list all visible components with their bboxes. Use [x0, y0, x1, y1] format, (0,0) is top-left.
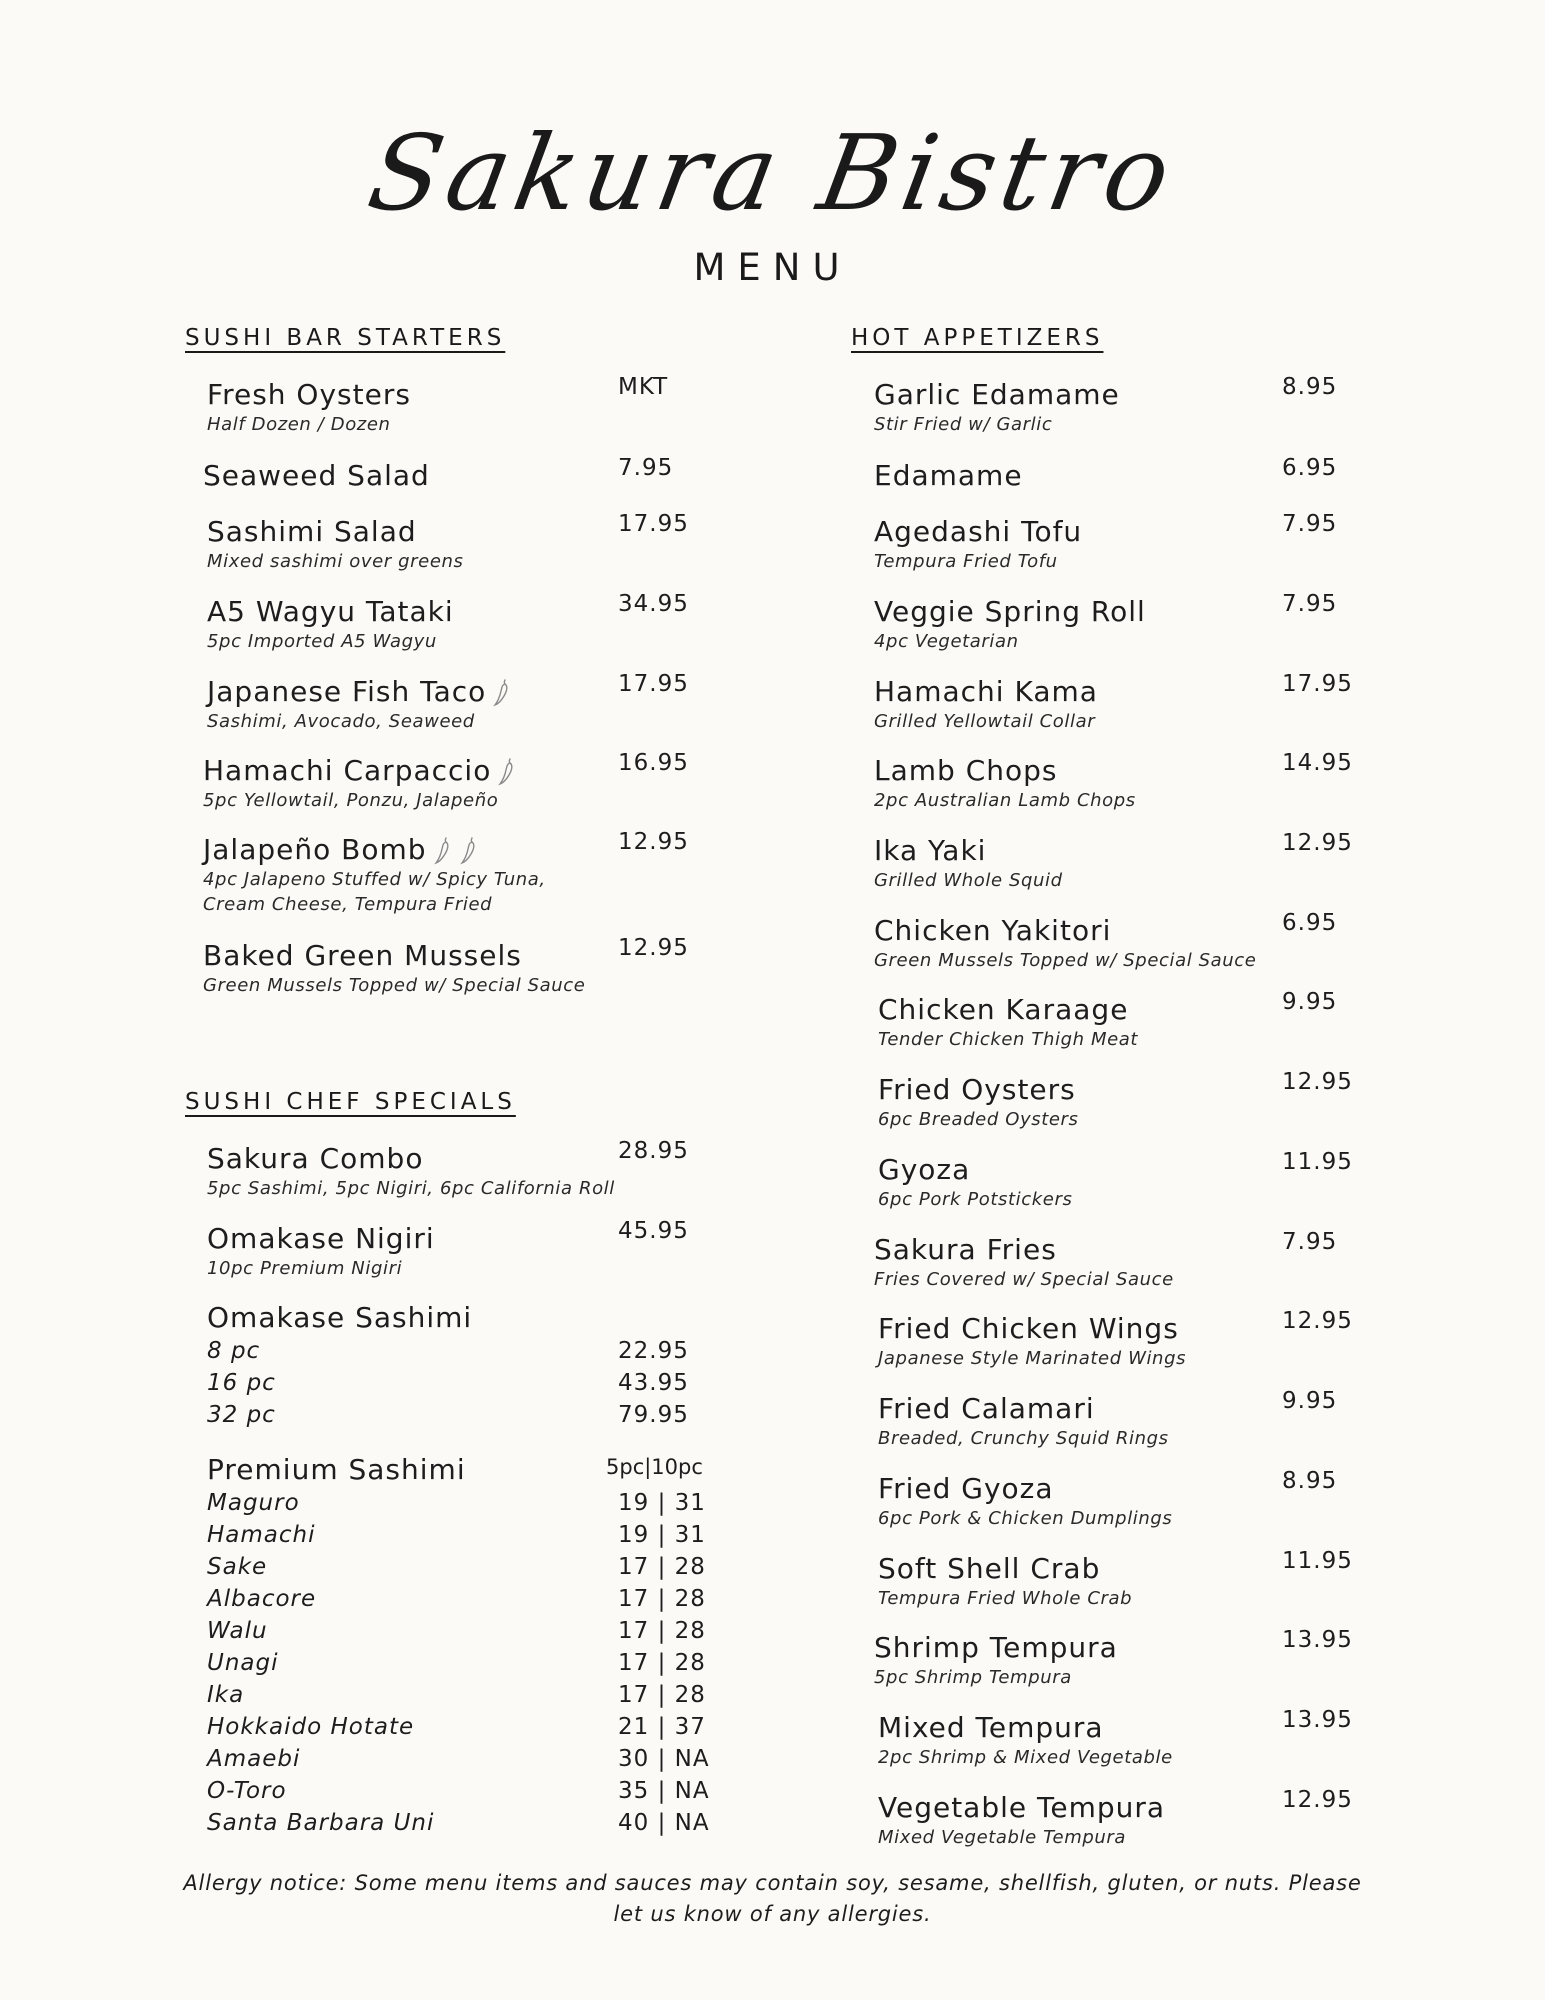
menu-item-name-text: Fresh Oysters [207, 378, 411, 411]
menu-item-description: Fries Covered w/ Special Sauce [874, 1269, 1174, 1290]
menu-item-price: 17.95 [1282, 671, 1353, 697]
menu-item-description: 5pc Imported A5 Wagyu [207, 631, 437, 652]
menu-item-name [878, 1073, 1079, 1107]
menu-item-price: 13.95 [1282, 1627, 1353, 1653]
menu-item-name [878, 1711, 1173, 1745]
menu-item-name [203, 459, 430, 493]
menu-item-name-text: Sashimi Salad [207, 515, 417, 548]
menu-item [874, 754, 1136, 813]
menu-item-description: 4pc Jalapeno Stuffed w/ Spicy Tuna, Cream Cheese, Tempura Fried [203, 869, 546, 915]
menu-item-price: 14.95 [1282, 750, 1353, 776]
restaurant-name: Sakura Bistro [360, 112, 1185, 234]
premium-sashimi-size-header: 5pc|10pc [606, 1455, 703, 1479]
menu-item-name: Omakase Sashimi [207, 1301, 473, 1334]
menu-label: MENU [693, 246, 852, 289]
menu-item-name [878, 1552, 1132, 1586]
menu-item-name [203, 833, 583, 867]
menu-item [874, 459, 1023, 493]
menu-item-price: 7.95 [1282, 511, 1338, 537]
menu-item-description: Mixed Vegetable Tempura [878, 1827, 1126, 1848]
premium-sashimi-price: 17 | 28 [618, 1554, 706, 1580]
menu-item-name-text: Lamb Chops [874, 754, 1058, 787]
menu-item-name-text: Omakase Nigiri [207, 1222, 435, 1255]
menu-item-description: 6pc Breaded Oysters [878, 1109, 1079, 1130]
menu-item-name-text: Gyoza [878, 1153, 971, 1186]
menu-item [874, 914, 1256, 973]
omakase-sashimi-heading [207, 1301, 472, 1335]
menu-item [203, 939, 585, 998]
menu-item-description: Grilled Yellowtail Collar [874, 711, 1096, 732]
menu-item-price: 28.95 [618, 1138, 689, 1164]
menu-item-name [878, 1791, 1165, 1825]
menu-item [874, 595, 1146, 654]
premium-sashimi-label: Hamachi [207, 1522, 316, 1548]
menu-item-name-text: Chicken Yakitori [874, 914, 1112, 947]
premium-sashimi-price: 40 | NA [618, 1810, 710, 1836]
menu-item-name [878, 1472, 1172, 1506]
allergy-notice: Allergy notice: Some menu items and sauces may contain soy, sesame, shellfish, gluten, or nuts. Please let us know of any allergies. [183, 1871, 1362, 1926]
menu-item-name [207, 675, 512, 709]
menu-item-name-text: Hamachi Carpaccio [203, 754, 492, 787]
menu-item-name [874, 675, 1098, 709]
menu-item-name-text: Veggie Spring Roll [874, 595, 1146, 628]
menu-item-name [874, 1631, 1118, 1665]
menu-item-name-text: Vegetable Tempura [878, 1791, 1166, 1824]
menu-item-description: Tempura Fried Whole Crab [878, 1588, 1133, 1609]
menu-item [878, 1472, 1172, 1531]
menu-item-name-text: Fried Chicken Wings [878, 1312, 1179, 1345]
menu-item-name-text: Hamachi Kama [874, 675, 1098, 708]
menu-item-name-text: Mixed Tempura [878, 1711, 1104, 1744]
premium-sashimi-label: Amaebi [207, 1746, 301, 1772]
premium-sashimi-price: 17 | 28 [618, 1650, 706, 1676]
menu-item-price: 17.95 [618, 671, 689, 697]
menu-item-name-text: Fried Calamari [878, 1392, 1095, 1425]
menu-item-name [207, 595, 454, 629]
premium-sashimi-price: 17 | 28 [618, 1586, 706, 1612]
menu-item-description: Tender Chicken Thigh Meat [878, 1029, 1139, 1050]
menu-item [878, 1552, 1132, 1611]
menu-item-name-text: Fried Oysters [878, 1073, 1076, 1106]
menu-item [874, 1631, 1118, 1690]
menu-item-description: 6pc Pork & Chicken Dumplings [878, 1508, 1173, 1529]
premium-sashimi-label: Sake [207, 1554, 268, 1580]
menu-item-price: 7.95 [1282, 1229, 1338, 1255]
chili-pepper-icon [492, 677, 512, 707]
menu-item [203, 754, 517, 813]
menu-item [203, 833, 583, 917]
menu-item-name [874, 1233, 1174, 1267]
menu-item-name [874, 914, 1256, 948]
section-sushi-chef-specials-title: SUSHI CHEF SPECIALS [185, 1089, 516, 1115]
menu-item-price: 12.95 [1282, 1069, 1353, 1095]
section-hot-appetizers-title: HOT APPETIZERS [851, 325, 1104, 351]
menu-item-name [874, 515, 1082, 549]
menu-item-price: 34.95 [618, 591, 689, 617]
menu-item-price: 9.95 [1282, 989, 1338, 1015]
menu-item-name-text: Japanese Fish Taco [207, 675, 487, 708]
menu-item [874, 1233, 1174, 1292]
menu-item [878, 1791, 1165, 1850]
menu-item [874, 515, 1082, 574]
menu-item-name [874, 595, 1146, 629]
menu-item-name-text: Sakura Fries [874, 1233, 1057, 1266]
menu-item-description: Sashimi, Avocado, Seaweed [207, 711, 475, 732]
premium-sashimi-price: 30 | NA [618, 1746, 710, 1772]
menu-item [874, 378, 1120, 437]
menu-item-price: 12.95 [618, 829, 689, 855]
menu-item-name [874, 378, 1120, 412]
premium-sashimi-label: Hokkaido Hotate [207, 1714, 415, 1740]
menu-item-description: Mixed sashimi over greens [207, 551, 464, 572]
menu-item-price: 12.95 [618, 935, 689, 961]
omakase-option-price: 22.95 [618, 1338, 689, 1364]
menu-item-name [203, 754, 517, 788]
menu-item-description: 5pc Yellowtail, Ponzu, Jalapeño [203, 790, 499, 811]
menu-item-name [874, 459, 1023, 493]
menu-item-name [207, 515, 463, 549]
menu-item-price: 45.95 [618, 1218, 689, 1244]
menu-item-name-text: Fried Gyoza [878, 1472, 1054, 1505]
menu-item-name: Premium Sashimi [207, 1453, 466, 1486]
menu-item-name [878, 1153, 1072, 1187]
menu-item-name-text: Seaweed Salad [203, 459, 430, 492]
menu-item-name [207, 378, 411, 412]
menu-item [207, 675, 512, 734]
menu-item-price: 12.95 [1282, 830, 1353, 856]
menu-item-description: Green Mussels Topped w/ Special Sauce [203, 975, 586, 996]
menu-item [878, 1312, 1186, 1371]
menu-item-price: 13.95 [1282, 1707, 1353, 1733]
menu-item [878, 1711, 1173, 1770]
menu-item-description: Green Mussels Topped w/ Special Sauce [874, 950, 1257, 971]
menu-item-name-text: A5 Wagyu Tataki [207, 595, 454, 628]
premium-sashimi-label: Ika [207, 1682, 245, 1708]
menu-item-name [207, 1142, 615, 1176]
menu-item-price: 6.95 [1282, 910, 1338, 936]
menu-item [207, 515, 463, 574]
menu-item-price: 16.95 [618, 750, 689, 776]
menu-item-price: 7.95 [618, 455, 674, 481]
menu-item-name [874, 754, 1136, 788]
menu-item-name-text: Shrimp Tempura [874, 1631, 1118, 1664]
menu-item [874, 675, 1098, 734]
menu-item-price: 11.95 [1282, 1149, 1353, 1175]
omakase-option-label: 8 pc [207, 1338, 261, 1364]
menu-item-description: Half Dozen / Dozen [207, 414, 391, 435]
premium-sashimi-label: Unagi [207, 1650, 279, 1676]
premium-sashimi-price: 17 | 28 [618, 1618, 706, 1644]
menu-item [878, 1392, 1169, 1451]
menu-item-name [874, 834, 1063, 868]
menu-item [874, 834, 1063, 893]
menu-item-description: 2pc Shrimp & Mixed Vegetable [878, 1747, 1173, 1768]
menu-item-name-text: Agedashi Tofu [874, 515, 1083, 548]
premium-sashimi-price: 35 | NA [618, 1778, 710, 1804]
menu-item-price: 7.95 [1282, 591, 1338, 617]
menu-item-description: Tempura Fried Tofu [874, 551, 1058, 572]
menu-item-description: Stir Fried w/ Garlic [874, 414, 1053, 435]
menu-item-price: MKT [618, 374, 669, 400]
menu-item-name-text: Soft Shell Crab [878, 1552, 1101, 1585]
menu-item-name [878, 1312, 1186, 1346]
menu-item-description: 5pc Sashimi, 5pc Nigiri, 6pc California Roll [207, 1178, 615, 1199]
menu-item-name-text: Chicken Karaage [878, 993, 1129, 1026]
premium-sashimi-label: Walu [207, 1618, 268, 1644]
chili-pepper-icon [459, 835, 479, 865]
menu-item-name [207, 1222, 435, 1256]
premium-sashimi-price: 17 | 28 [618, 1682, 706, 1708]
menu-item-name [878, 1392, 1169, 1426]
menu-item [207, 595, 454, 654]
menu-item [203, 459, 430, 493]
menu-item-price: 12.95 [1282, 1787, 1353, 1813]
menu-item-price: 17.95 [618, 511, 689, 537]
menu-item-description: 5pc Shrimp Tempura [874, 1667, 1072, 1688]
menu-item-name-text: Garlic Edamame [874, 378, 1120, 411]
menu-item-name-text: Baked Green Mussels [203, 939, 522, 972]
menu-item-description: Japanese Style Marinated Wings [878, 1348, 1187, 1369]
omakase-option-price: 79.95 [618, 1402, 689, 1428]
menu-item-price: 8.95 [1282, 374, 1338, 400]
menu-item-name-text: Ika Yaki [874, 834, 987, 867]
chili-pepper-icon [433, 835, 453, 865]
section-sushi-bar-starters-title: SUSHI BAR STARTERS [185, 325, 506, 351]
omakase-option-label: 16 pc [207, 1370, 276, 1396]
premium-sashimi-label: Maguro [207, 1490, 300, 1516]
menu-item-description: 10pc Premium Nigiri [207, 1258, 403, 1279]
premium-sashimi-price: 19 | 31 [618, 1490, 706, 1516]
menu-item-name [878, 993, 1138, 1027]
menu-item-name [203, 939, 585, 973]
premium-sashimi-label: O-Toro [207, 1778, 287, 1804]
premium-sashimi-label: Santa Barbara Uni [207, 1810, 435, 1836]
menu-item-description: Breaded, Crunchy Squid Rings [878, 1428, 1169, 1449]
menu-item [207, 1222, 435, 1281]
menu-item-name-text: Edamame [874, 459, 1023, 492]
menu-item-price: 8.95 [1282, 1468, 1338, 1494]
menu-item-name-text: Jalapeño Bomb [203, 833, 427, 866]
menu-item-price: 6.95 [1282, 455, 1338, 481]
menu-item [878, 1153, 1072, 1212]
menu-item-description: 4pc Vegetarian [874, 631, 1019, 652]
omakase-option-price: 43.95 [618, 1370, 689, 1396]
menu-item-price: 11.95 [1282, 1548, 1353, 1574]
menu-item [878, 993, 1138, 1052]
menu-item-price: 12.95 [1282, 1308, 1353, 1334]
menu-item-description: 2pc Australian Lamb Chops [874, 790, 1136, 811]
menu-item-description: 6pc Pork Potstickers [878, 1189, 1073, 1210]
menu-item [207, 378, 411, 437]
omakase-option-label: 32 pc [207, 1402, 276, 1428]
menu-item-description: Grilled Whole Squid [874, 870, 1063, 891]
premium-sashimi-heading [207, 1453, 466, 1487]
premium-sashimi-label: Albacore [207, 1586, 317, 1612]
chili-pepper-icon [497, 756, 517, 786]
premium-sashimi-price: 19 | 31 [618, 1522, 706, 1548]
menu-item [878, 1073, 1079, 1132]
menu-item-price: 9.95 [1282, 1388, 1338, 1414]
menu-item-name-text: Sakura Combo [207, 1142, 424, 1175]
premium-sashimi-price: 21 | 37 [618, 1714, 706, 1740]
menu-item [207, 1142, 615, 1201]
